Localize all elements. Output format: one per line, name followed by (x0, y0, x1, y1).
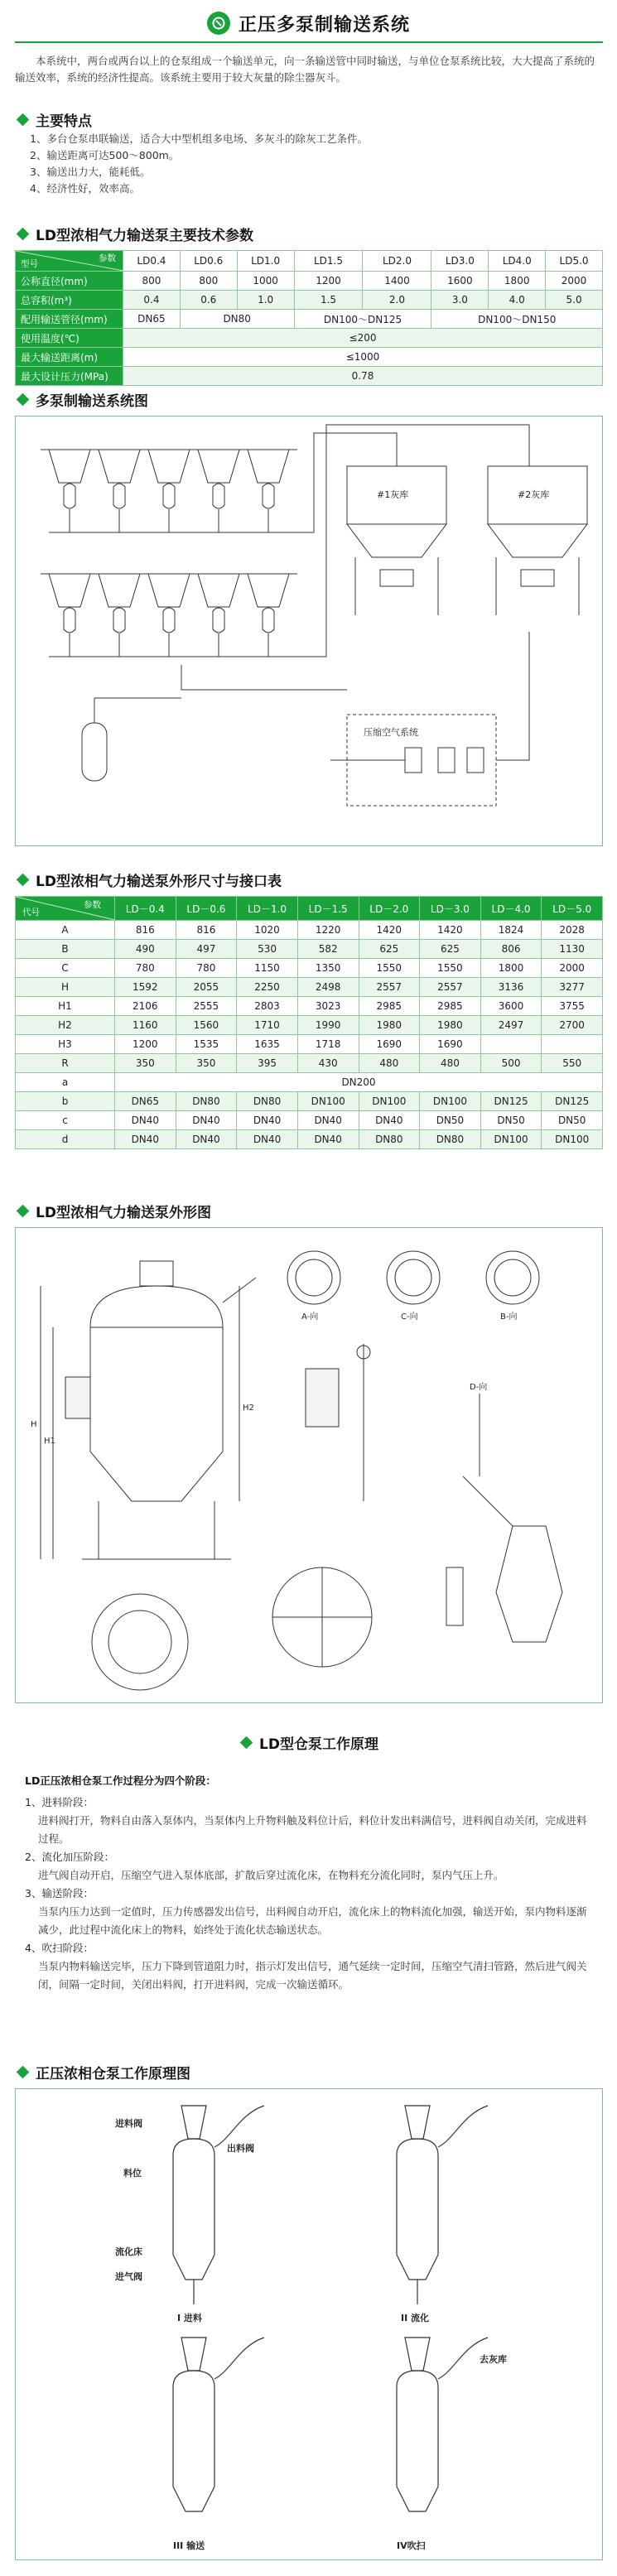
dim-row-label: R (16, 1054, 115, 1073)
dim-cell: 1550 (359, 959, 420, 978)
bullet-diamond-icon (17, 2066, 30, 2079)
dim-cell: 1220 (297, 921, 359, 940)
spec-col-header: LD1.5 (294, 251, 363, 272)
spec-cell: ≤1000 (123, 348, 603, 367)
dim-heading (15, 869, 282, 890)
spec-row (16, 272, 603, 291)
dim-row-label: d (16, 1130, 115, 1149)
spec-cell: 3.0 (431, 291, 489, 310)
dim-cell: 1824 (480, 921, 542, 940)
corner-bottom-label: 代号 (22, 908, 40, 917)
dim-row-label: b (16, 1092, 115, 1111)
dim-cell: 1980 (359, 1016, 420, 1035)
dim-row-label: H3 (16, 1035, 115, 1054)
dim-cell: DN100 (297, 1092, 359, 1111)
principle-step-title: 3、输送阶段： (25, 1887, 94, 1899)
dim-col-header: LD－0.4 (115, 897, 176, 921)
dim-h2-label: H2 (243, 1404, 254, 1413)
spec-cell: 2.0 (363, 291, 431, 310)
dim-cell: DN40 (237, 1111, 298, 1130)
principle-step-title: 1、进料阶段： (25, 1796, 94, 1808)
dim-cell: 806 (480, 940, 542, 959)
page-title: 正压多泵制输送系统 (238, 14, 410, 36)
title-divider (15, 41, 603, 43)
spec-row-label: 公称直径(mm) (16, 272, 123, 291)
dim-cell: 350 (176, 1054, 237, 1073)
dim-row-label: a (16, 1073, 115, 1092)
dim-table (15, 896, 603, 1149)
dim-row-label: H1 (16, 997, 115, 1016)
dim-cell: 1690 (359, 1035, 420, 1054)
dim-cell: 2555 (176, 997, 237, 1016)
outline-drawing (16, 1228, 602, 1702)
spec-cell: 0.4 (123, 291, 181, 310)
spec-row-label: 使用温度(℃) (16, 329, 123, 348)
dim-cell: 1200 (115, 1035, 176, 1054)
dim-title: LD型浓相气力输送泵外形尺寸与接口表 (36, 874, 282, 890)
dim-cell: 500 (480, 1054, 542, 1073)
dim-cell: 1550 (420, 959, 481, 978)
dim-cell: 780 (176, 959, 237, 978)
principle-step-body: 当泵内压力达到一定值时，压力传感器发出信号，出料阀自动开启，流化床上的物料流化加强，输送开始，泵内物料逐渐减少，此过程中流化床上的物料，始终处于流化状态输送状态。 (38, 1905, 587, 1936)
spec-header-row (16, 251, 603, 272)
feature-item: 2、输送距离可达500～800m。 (30, 149, 180, 161)
spec-row (16, 310, 603, 329)
spec-corner-cell (16, 251, 123, 272)
dim-cell: DN80 (420, 1130, 481, 1149)
outline-title: LD型浓相气力输送泵外形图 (36, 1205, 211, 1221)
principle-step-body: 当泵内物料输送完毕，压力下降到管道阻力时，指示灯发出信号，通气延续一定时间，压缩空气清扫管路，然后进气阀关闭，间隔一定时间，关闭出料阀，打开进料阀，完成一次输送循环。 (38, 1960, 587, 1991)
dim-cell: 480 (420, 1054, 481, 1073)
dim-col-header: LD－1.0 (237, 897, 298, 921)
feature-item: 3、输送出力大，能耗低。 (30, 166, 151, 178)
dim-cell: DN100 (359, 1092, 420, 1111)
dim-cell: DN50 (542, 1111, 603, 1130)
dim-cell: DN40 (297, 1111, 359, 1130)
intro-paragraph: 本系统中，两台或两台以上的仓泵组成一个输送单元，向一条输送管中同时输送，与单位仓泵系统比较，大大提高了系统的输送效率，系统的经济性提高。该系统主要用于较大灰量的除尘器灰斗。 (15, 55, 595, 84)
dim-col-header: LD－3.0 (420, 897, 481, 921)
spec-cell: ≤200 (123, 329, 603, 348)
level-label: 料位 (123, 2168, 142, 2179)
dim-cell: 1980 (420, 1016, 481, 1035)
features-heading (15, 109, 92, 130)
dim-cell: 3023 (297, 997, 359, 1016)
dim-cell: 2250 (237, 978, 298, 997)
bullet-diamond-icon (17, 393, 30, 407)
inlet-valve-label: 进料阀 (115, 2118, 142, 2129)
step4-label: IV吹扫 (397, 2540, 426, 2551)
system-diagram-heading (15, 389, 148, 410)
system-diagram (15, 416, 603, 846)
dim-cell: 530 (237, 940, 298, 959)
dim-cell: 582 (297, 940, 359, 959)
dim-cell: 1990 (297, 1016, 359, 1035)
bullet-diamond-icon (17, 1205, 30, 1218)
dim-cell: 1718 (297, 1035, 359, 1054)
dim-cell: 2498 (297, 978, 359, 997)
dim-cell: 490 (115, 940, 176, 959)
principle-title: LD型仓泵工作原理 (259, 1736, 378, 1753)
spec-cell: 1.0 (237, 291, 294, 310)
system-diagram-drawing (16, 416, 602, 845)
spec-cell: 4.0 (489, 291, 546, 310)
spec-cell: 1600 (431, 272, 489, 291)
spec-cell: 800 (123, 272, 181, 291)
spec-table (15, 250, 603, 386)
dim-row-label: c (16, 1111, 115, 1130)
bullet-diamond-icon (240, 1736, 253, 1750)
silo2-label: #2灰库 (518, 489, 550, 500)
view-a-label: A-向 (301, 1312, 319, 1322)
dim-col-header: LD－1.5 (297, 897, 359, 921)
spec-row (16, 348, 603, 367)
dim-cell: 3136 (480, 978, 542, 997)
principle-lead: LD正压浓相仓泵工作过程分为四个阶段： (25, 1774, 216, 1787)
spec-col-header: LD1.0 (237, 251, 294, 272)
dim-row (16, 978, 603, 997)
dim-cell: DN125 (480, 1092, 542, 1111)
dim-row (16, 1111, 603, 1130)
spec-row-label: 总容积(m³) (16, 291, 123, 310)
dim-cell: DN200 (115, 1073, 603, 1092)
spec-cell: DN65 (123, 310, 181, 329)
dim-cell: DN80 (359, 1130, 420, 1149)
feature-item: 4、经济性好，效率高。 (30, 182, 140, 195)
dim-cell: 3277 (542, 978, 603, 997)
dim-row (16, 921, 603, 940)
corner-bottom-label: 型号 (21, 259, 38, 269)
dim-cell: 1160 (115, 1016, 176, 1035)
dim-cell: DN40 (176, 1111, 237, 1130)
spec-cell: 1400 (363, 272, 431, 291)
dim-cell: 1800 (480, 959, 542, 978)
principle-diagram-title: 正压浓相仓泵工作原理图 (36, 2066, 190, 2082)
dim-col-header: LD－4.0 (480, 897, 542, 921)
compressor-label: 压缩空气系统 (364, 727, 418, 738)
dim-cell: 2557 (359, 978, 420, 997)
dim-cell: 1420 (359, 921, 420, 940)
dim-cell: 2803 (237, 997, 298, 1016)
spec-cell: 800 (180, 272, 237, 291)
page-header (0, 7, 617, 40)
view-d-label: D-向 (470, 1383, 488, 1392)
logo-icon (207, 12, 230, 35)
features-list (30, 131, 601, 197)
dim-cell: 1150 (237, 959, 298, 978)
spec-cell: 0.78 (123, 367, 603, 386)
spec-cell: 1200 (294, 272, 363, 291)
dim-cell: 1710 (237, 1016, 298, 1035)
feature-item: 1、多台仓泵串联输送，适合大中型机组多电场、多灰斗的除灰工艺条件。 (30, 132, 368, 145)
dim-row-label: A (16, 921, 115, 940)
dim-cell: 2985 (420, 997, 481, 1016)
spec-row (16, 367, 603, 386)
dim-cell: 2497 (480, 1016, 542, 1035)
outlet-valve-label: 出料阀 (227, 2143, 254, 2154)
dim-row (16, 940, 603, 959)
outline-heading (15, 1201, 211, 1221)
dim-h-label: H (31, 1420, 37, 1429)
spec-col-header: LD4.0 (489, 251, 546, 272)
dim-table-body (16, 921, 603, 1149)
view-b-label: B-向 (500, 1312, 518, 1322)
spec-heading (15, 224, 253, 244)
dim-h1-label: H1 (44, 1437, 55, 1446)
dim-row (16, 959, 603, 978)
step3-label: III 输送 (173, 2540, 205, 2551)
corner-top-label: 参数 (84, 900, 101, 910)
dim-cell: DN40 (115, 1111, 176, 1130)
dim-cell: DN65 (115, 1092, 176, 1111)
dim-cell: 2557 (420, 978, 481, 997)
corner-top-label: 参数 (99, 253, 116, 263)
air-valve-label: 进气阀 (115, 2271, 142, 2282)
spec-cell: 2000 (546, 272, 603, 291)
dim-cell (480, 1035, 542, 1054)
dim-cell: 2055 (176, 978, 237, 997)
dim-row (16, 1073, 603, 1092)
dim-cell: 2000 (542, 959, 603, 978)
spec-cell: 1800 (489, 272, 546, 291)
dim-cell: 550 (542, 1054, 603, 1073)
spec-cell: 1000 (237, 272, 294, 291)
spec-title: LD型浓相气力输送泵主要技术参数 (36, 228, 253, 244)
dim-cell: DN125 (542, 1092, 603, 1111)
dim-cell: 1020 (237, 921, 298, 940)
spec-col-header: LD0.4 (123, 251, 181, 272)
spec-row-label: 最大设计压力(MPa) (16, 367, 123, 386)
dim-cell: DN40 (176, 1130, 237, 1149)
spec-cell: DN80 (180, 310, 294, 329)
dim-cell: 1560 (176, 1016, 237, 1035)
dim-cell: DN100 (420, 1092, 481, 1111)
dim-cell: 780 (115, 959, 176, 978)
dim-cell: DN100 (480, 1130, 542, 1149)
bullet-diamond-icon (17, 228, 30, 241)
spec-col-header: LD3.0 (431, 251, 489, 272)
dim-cell: 2028 (542, 921, 603, 940)
dim-cell: 395 (237, 1054, 298, 1073)
step2-label: II 流化 (401, 2313, 430, 2323)
bullet-diamond-icon (17, 874, 30, 887)
spec-row-label: 配用输送管径(mm) (16, 310, 123, 329)
dim-cell: 1635 (237, 1035, 298, 1054)
dim-cell: 430 (297, 1054, 359, 1073)
to-silo-label: 去灰库 (480, 2354, 507, 2365)
dim-row (16, 1130, 603, 1149)
dim-row-label: B (16, 940, 115, 959)
principle-drawing (16, 2089, 602, 2559)
principle-diagram (15, 2088, 603, 2560)
spec-col-header: LD2.0 (363, 251, 431, 272)
principle-step-title: 2、流化加压阶段： (25, 1851, 114, 1863)
dim-row (16, 1035, 603, 1054)
silo1-label: #1灰库 (377, 489, 409, 500)
dim-cell: 2700 (542, 1016, 603, 1035)
principle-text (25, 1772, 596, 1994)
outline-diagram (15, 1227, 603, 1703)
dim-cell: 625 (359, 940, 420, 959)
dim-cell: DN40 (297, 1130, 359, 1149)
spec-cell: 1.5 (294, 291, 363, 310)
spec-cell: 0.6 (180, 291, 237, 310)
dim-cell: 1130 (542, 940, 603, 959)
dim-cell: 1350 (297, 959, 359, 978)
spec-row (16, 329, 603, 348)
dim-cell: DN80 (176, 1092, 237, 1111)
dim-cell: DN40 (115, 1130, 176, 1149)
spec-cell: DN100～DN125 (294, 310, 431, 329)
view-c-label: C-向 (401, 1312, 418, 1322)
dim-cell: 625 (420, 940, 481, 959)
dim-cell: 480 (359, 1054, 420, 1073)
dim-cell: DN40 (237, 1130, 298, 1149)
dim-row (16, 1092, 603, 1111)
dim-col-header: LD－2.0 (359, 897, 420, 921)
dim-cell: 2106 (115, 997, 176, 1016)
dim-col-header: LD－0.6 (176, 897, 237, 921)
dim-col-header: LD－5.0 (542, 897, 603, 921)
dim-cell: 350 (115, 1054, 176, 1073)
dim-cell: DN80 (237, 1092, 298, 1111)
dim-cell: 1690 (420, 1035, 481, 1054)
dim-row (16, 1054, 603, 1073)
dim-header-row (16, 897, 603, 921)
dim-cell: 2985 (359, 997, 420, 1016)
step1-label: I 进料 (177, 2313, 202, 2323)
dim-row (16, 1016, 603, 1035)
principle-diagram-heading (15, 2062, 190, 2082)
dim-cell: DN40 (359, 1111, 420, 1130)
dim-cell (542, 1035, 603, 1054)
system-diagram-title: 多泵制输送系统图 (36, 393, 148, 410)
dim-row-label: C (16, 959, 115, 978)
spec-cell: DN100～DN150 (431, 310, 603, 329)
dim-cell: DN50 (420, 1111, 481, 1130)
spec-cell: 5.0 (546, 291, 603, 310)
spec-col-header: LD0.6 (180, 251, 237, 272)
dim-cell: 1592 (115, 978, 176, 997)
dim-cell: 3755 (542, 997, 603, 1016)
principle-step-title: 4、吹扫阶段： (25, 1942, 94, 1954)
principle-step-body: 进料阀打开，物料自由落入泵体内，当泵体内上升物料触及料位计后，料位计发出料满信号，进料阀自动关闭，完成进料过程。 (38, 1814, 587, 1845)
dim-cell: 3600 (480, 997, 542, 1016)
spec-row (16, 291, 603, 310)
dim-row (16, 997, 603, 1016)
spec-row-label: 最大输送距离(m) (16, 348, 123, 367)
dim-row-label: H2 (16, 1016, 115, 1035)
dim-cell: 816 (176, 921, 237, 940)
spec-col-header: LD5.0 (546, 251, 603, 272)
dim-cell: DN50 (480, 1111, 542, 1130)
dim-cell: 816 (115, 921, 176, 940)
fluid-bed-label: 流化床 (115, 2246, 142, 2257)
features-title: 主要特点 (36, 113, 92, 130)
principle-step-body: 进气阀自动开启，压缩空气进入泵体底部，扩散后穿过流化床，在物料充分流化同时，泵内气压上升。 (38, 1869, 504, 1881)
dim-cell: 1420 (420, 921, 481, 940)
dim-corner-cell (16, 897, 115, 921)
principle-heading (0, 1732, 617, 1753)
dim-cell: DN100 (542, 1130, 603, 1149)
dim-cell: 497 (176, 940, 237, 959)
dim-row-label: H (16, 978, 115, 997)
bullet-diamond-icon (17, 113, 30, 127)
dim-cell: 1535 (176, 1035, 237, 1054)
